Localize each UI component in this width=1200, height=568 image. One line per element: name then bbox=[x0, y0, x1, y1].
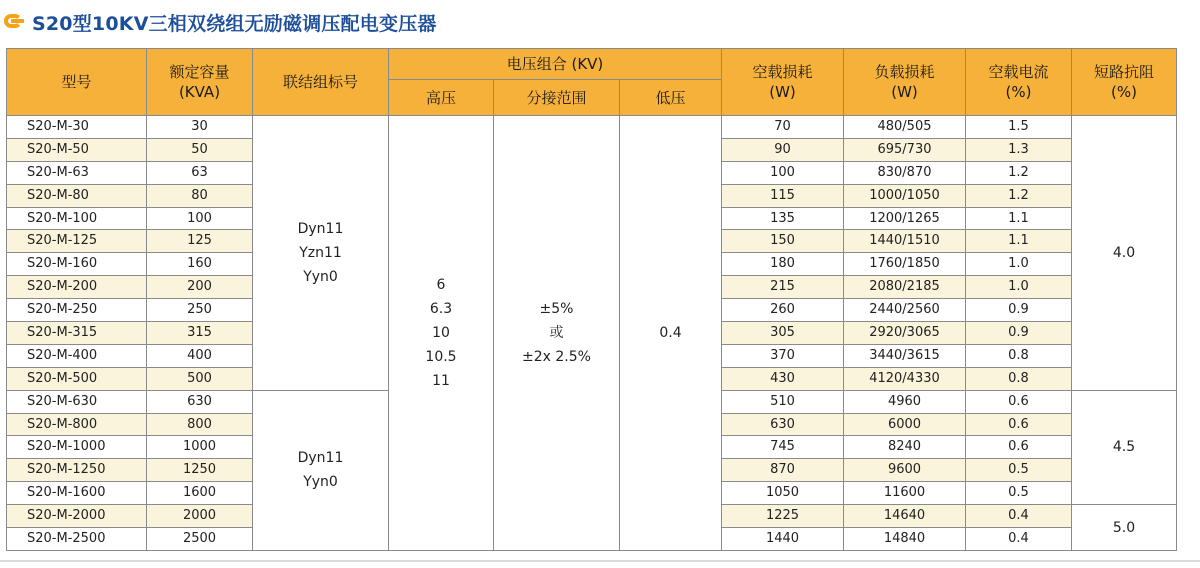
capacity-cell: 800 bbox=[147, 413, 253, 436]
merged-line: Yyn0 bbox=[303, 268, 338, 285]
no-load-loss-cell: 1440 bbox=[722, 528, 844, 551]
no-load-loss-cell: 90 bbox=[722, 138, 844, 161]
no-load-loss-cell: 1050 bbox=[722, 482, 844, 505]
no-load-loss-cell: 260 bbox=[722, 299, 844, 322]
capacity-cell: 30 bbox=[147, 116, 253, 139]
model-cell: S20-M-80 bbox=[7, 184, 147, 207]
capacity-cell: 315 bbox=[147, 322, 253, 345]
merged-line: Dyn11 bbox=[297, 220, 344, 237]
model-cell: S20-M-100 bbox=[7, 207, 147, 230]
merged-line: 11 bbox=[432, 372, 450, 389]
no-load-current-cell: 1.3 bbox=[966, 138, 1072, 161]
model-cell: S20-M-2000 bbox=[7, 505, 147, 528]
merged-line: 或 bbox=[549, 324, 564, 341]
no-load-current-cell: 1.2 bbox=[966, 184, 1072, 207]
no-load-loss-cell: 370 bbox=[722, 344, 844, 367]
low-voltage-value: 0.4 bbox=[620, 116, 722, 551]
no-load-current-cell: 0.6 bbox=[966, 436, 1072, 459]
header-no-load-loss: 空载损耗 (W) bbox=[722, 49, 844, 116]
no-load-current-cell: 0.4 bbox=[966, 505, 1072, 528]
header-load-loss: 负载损耗 (W) bbox=[844, 49, 966, 116]
load-loss-cell: 14840 bbox=[844, 528, 966, 551]
no-load-loss-cell: 135 bbox=[722, 207, 844, 230]
header-connection: 联结组标号 bbox=[253, 49, 389, 116]
connection-group-a bbox=[253, 116, 389, 391]
capacity-cell: 1000 bbox=[147, 436, 253, 459]
header-impedance: 短路抗阻 (%) bbox=[1072, 49, 1177, 116]
table-row bbox=[7, 116, 1177, 139]
no-load-loss-cell: 870 bbox=[722, 459, 844, 482]
merged-line: 10 bbox=[432, 324, 450, 341]
merged-line: Yyn0 bbox=[303, 474, 338, 491]
capacity-cell: 200 bbox=[147, 276, 253, 299]
model-cell: S20-M-50 bbox=[7, 138, 147, 161]
merged-line: 6 bbox=[436, 276, 446, 293]
no-load-loss-cell: 100 bbox=[722, 161, 844, 184]
load-loss-cell: 8240 bbox=[844, 436, 966, 459]
capacity-cell: 1600 bbox=[147, 482, 253, 505]
spec-table bbox=[6, 48, 1177, 551]
no-load-loss-cell: 150 bbox=[722, 230, 844, 253]
high-voltage-values bbox=[389, 116, 494, 551]
no-load-current-cell: 1.1 bbox=[966, 207, 1072, 230]
load-loss-cell: 4960 bbox=[844, 390, 966, 413]
no-load-current-cell: 0.6 bbox=[966, 413, 1072, 436]
impedance-value-c: 5.0 bbox=[1072, 505, 1177, 551]
tap-range-values bbox=[494, 116, 620, 551]
divider bbox=[0, 560, 1200, 562]
capacity-cell: 500 bbox=[147, 367, 253, 390]
no-load-current-cell: 0.8 bbox=[966, 367, 1072, 390]
capacity-cell: 80 bbox=[147, 184, 253, 207]
no-load-current-cell: 0.5 bbox=[966, 482, 1072, 505]
no-load-current-cell: 0.9 bbox=[966, 299, 1072, 322]
header-low-voltage: 低压 bbox=[620, 80, 722, 116]
no-load-loss-cell: 215 bbox=[722, 276, 844, 299]
logo-icon bbox=[4, 13, 26, 31]
load-loss-cell: 1200/1265 bbox=[844, 207, 966, 230]
merged-line: 10.5 bbox=[425, 348, 457, 365]
model-cell: S20-M-1600 bbox=[7, 482, 147, 505]
no-load-loss-cell: 745 bbox=[722, 436, 844, 459]
no-load-current-cell: 0.9 bbox=[966, 322, 1072, 345]
merged-line: Yzn11 bbox=[299, 244, 342, 261]
connection-group-b bbox=[253, 390, 389, 550]
merged-line: Dyn11 bbox=[297, 450, 344, 467]
no-load-loss-cell: 180 bbox=[722, 253, 844, 276]
load-loss-cell: 14640 bbox=[844, 505, 966, 528]
model-cell: S20-M-630 bbox=[7, 390, 147, 413]
load-loss-cell: 1000/1050 bbox=[844, 184, 966, 207]
model-cell: S20-M-63 bbox=[7, 161, 147, 184]
capacity-cell: 630 bbox=[147, 390, 253, 413]
capacity-cell: 50 bbox=[147, 138, 253, 161]
capacity-cell: 2000 bbox=[147, 505, 253, 528]
model-cell: S20-M-1250 bbox=[7, 459, 147, 482]
load-loss-cell: 2440/2560 bbox=[844, 299, 966, 322]
model-cell: S20-M-30 bbox=[7, 116, 147, 139]
load-loss-cell: 6000 bbox=[844, 413, 966, 436]
impedance-value-b: 4.5 bbox=[1072, 390, 1177, 504]
capacity-cell: 125 bbox=[147, 230, 253, 253]
load-loss-cell: 1440/1510 bbox=[844, 230, 966, 253]
merged-line: 6.3 bbox=[429, 300, 453, 317]
model-cell: S20-M-200 bbox=[7, 276, 147, 299]
capacity-cell: 63 bbox=[147, 161, 253, 184]
no-load-current-cell: 1.0 bbox=[966, 276, 1072, 299]
header-model: 型号 bbox=[7, 49, 147, 116]
header-tap-range: 分接范围 bbox=[494, 80, 620, 116]
load-loss-cell: 480/505 bbox=[844, 116, 966, 139]
no-load-current-cell: 0.6 bbox=[966, 390, 1072, 413]
impedance-value-a: 4.0 bbox=[1072, 116, 1177, 391]
model-cell: S20-M-400 bbox=[7, 344, 147, 367]
no-load-current-cell: 1.5 bbox=[966, 116, 1072, 139]
capacity-cell: 250 bbox=[147, 299, 253, 322]
load-loss-cell: 3440/3615 bbox=[844, 344, 966, 367]
model-cell: S20-M-800 bbox=[7, 413, 147, 436]
header-no-load-current: 空载电流 (%) bbox=[966, 49, 1072, 116]
model-cell: S20-M-250 bbox=[7, 299, 147, 322]
header-voltage-group: 电压组合 (KV) bbox=[389, 49, 722, 80]
load-loss-cell: 9600 bbox=[844, 459, 966, 482]
load-loss-cell: 2080/2185 bbox=[844, 276, 966, 299]
title-bar bbox=[4, 6, 437, 38]
page-title: S20型10KV三相双绕组无励磁调压配电变压器 bbox=[32, 12, 437, 35]
no-load-loss-cell: 70 bbox=[722, 116, 844, 139]
load-loss-cell: 2920/3065 bbox=[844, 322, 966, 345]
load-loss-cell: 830/870 bbox=[844, 161, 966, 184]
no-load-current-cell: 1.2 bbox=[966, 161, 1072, 184]
capacity-cell: 100 bbox=[147, 207, 253, 230]
no-load-current-cell: 0.8 bbox=[966, 344, 1072, 367]
model-cell: S20-M-1000 bbox=[7, 436, 147, 459]
capacity-cell: 400 bbox=[147, 344, 253, 367]
no-load-loss-cell: 630 bbox=[722, 413, 844, 436]
header-high-voltage: 高压 bbox=[389, 80, 494, 116]
no-load-current-cell: 0.5 bbox=[966, 459, 1072, 482]
model-cell: S20-M-160 bbox=[7, 253, 147, 276]
model-cell: S20-M-500 bbox=[7, 367, 147, 390]
no-load-loss-cell: 430 bbox=[722, 367, 844, 390]
load-loss-cell: 11600 bbox=[844, 482, 966, 505]
merged-line: ±5% bbox=[539, 300, 574, 317]
no-load-current-cell: 1.0 bbox=[966, 253, 1072, 276]
no-load-loss-cell: 115 bbox=[722, 184, 844, 207]
capacity-cell: 160 bbox=[147, 253, 253, 276]
no-load-current-cell: 1.1 bbox=[966, 230, 1072, 253]
model-cell: S20-M-2500 bbox=[7, 528, 147, 551]
load-loss-cell: 4120/4330 bbox=[844, 367, 966, 390]
merged-line: ±2x 2.5% bbox=[522, 348, 591, 365]
header-capacity: 额定容量 (KVA) bbox=[147, 49, 253, 116]
no-load-loss-cell: 305 bbox=[722, 322, 844, 345]
model-cell: S20-M-125 bbox=[7, 230, 147, 253]
load-loss-cell: 1760/1850 bbox=[844, 253, 966, 276]
capacity-cell: 1250 bbox=[147, 459, 253, 482]
no-load-loss-cell: 510 bbox=[722, 390, 844, 413]
no-load-loss-cell: 1225 bbox=[722, 505, 844, 528]
capacity-cell: 2500 bbox=[147, 528, 253, 551]
load-loss-cell: 695/730 bbox=[844, 138, 966, 161]
no-load-current-cell: 0.4 bbox=[966, 528, 1072, 551]
model-cell: S20-M-315 bbox=[7, 322, 147, 345]
